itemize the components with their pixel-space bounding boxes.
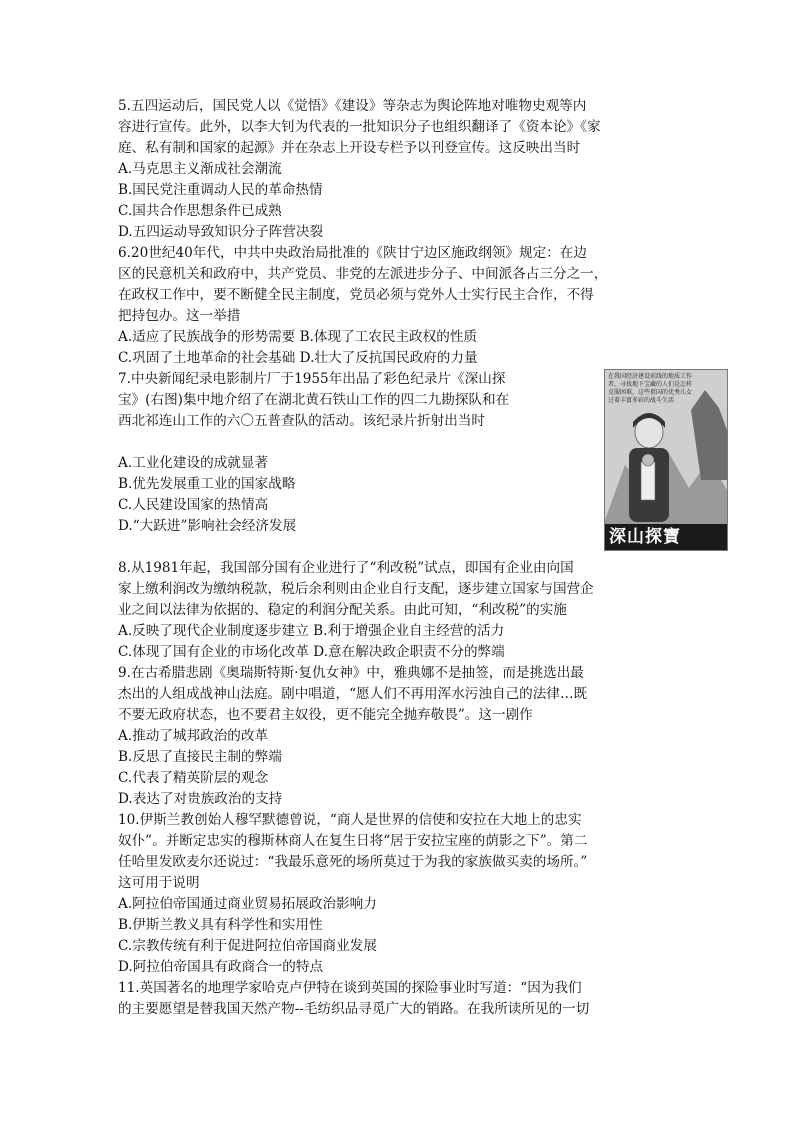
text-line: 西北祁连山工作的六〇五普查队的活动。该纪录片折射出当时 — [118, 413, 486, 429]
text-line: 家上缴利润改为缴纳税款，税后余利则由企业自行支配，逐步建立国家与国营企 — [118, 581, 594, 597]
question-5 — [118, 96, 678, 243]
option-line: D.五四运动导致知识分子阵营决裂 — [118, 224, 324, 240]
option-line: D.阿拉伯帝国具有政商合一的特点 — [118, 959, 324, 975]
option-line: C.国共合作思想条件已成熟 — [118, 203, 282, 219]
question-7 — [118, 369, 693, 558]
option-line: A.马克思主义渐成社会潮流 — [118, 161, 282, 177]
text-line: 9.在古希腊悲剧《奥瑞斯特斯·复仇女神》中，雅典娜不是抽签，而是挑选出最 — [118, 665, 584, 681]
text-line: 的主要愿望是替我国天然产物--毛纺织品寻觅广大的销路。在我所读所见的一切 — [118, 1001, 590, 1017]
text-line: 6.20世纪40年代，中共中央政治局批准的《陕甘宁边区施政纲领》规定：在边 — [118, 245, 587, 261]
text-line: 7.中央新闻纪录电影制片厂于1955年出品了彩色纪录片《深山探 — [118, 371, 506, 387]
text-line: 任哈里发欧麦尔还说过：“我最乐意死的场所莫过于为我的家族做买卖的场所。” — [118, 854, 588, 870]
exam-page — [118, 96, 693, 1020]
option-line: B.反思了直接民主制的弊端 — [118, 749, 282, 765]
text-line: 5.五四运动后，国民党人以《觉悟》《建设》等杂志为舆论阵地对唯物史观等内 — [118, 98, 587, 114]
text-line: 庭、私有制和国家的起源》并在杂志上开设专栏予以刊登宣传。这反映出当时 — [118, 140, 581, 156]
text-line: 10.伊斯兰教创始人穆罕默德曾说，“商人是世界的信使和安拉在大地上的忠实 — [118, 812, 582, 828]
text-line: 不要无政府状态，也不要君主奴役，更不能完全抛弃敬畏”。这一剧作 — [118, 707, 533, 723]
option-line: C.体现了国有企业的市场化改革 D.意在解决政企职责不分的弊端 — [118, 644, 505, 660]
text-line: 区的民意机关和政府中，共产党员、非党的左派进步分子、中间派各占三分之一， — [118, 266, 608, 282]
option-line: B.伊斯兰教义具有科学性和实用性 — [118, 917, 323, 933]
option-line: C.人民建设国家的热情高 — [118, 497, 269, 513]
option-line: B.优先发展重工业的国家战略 — [118, 476, 296, 492]
option-line: A.工业化建设的成就显著 — [118, 455, 269, 471]
text-line: 奴仆”。并断定忠实的穆斯林商人在复生日将“居于安拉宝座的荫影之下”。第二 — [118, 833, 588, 849]
text-line: 这可用于说明 — [118, 875, 200, 891]
option-line: D.“大跃进”影响社会经济发展 — [118, 518, 297, 534]
question-10 — [118, 810, 678, 978]
text-line: 宝》(右图)集中地介绍了在湖北黄石铁山工作的四二九勘探队和在 — [118, 392, 510, 408]
question-9 — [118, 663, 678, 810]
question-6 — [118, 243, 678, 369]
text-line: 杰出的人组成战神山法庭。剧中唱道，“愿人们不再用浑水污浊自己的法律…既 — [118, 686, 588, 702]
question-8 — [118, 558, 678, 663]
film-poster-image — [604, 369, 728, 551]
text-line: 在政权工作中，要不断健全民主制度，党员必须与党外人士实行民主合作，不得 — [118, 287, 594, 303]
option-line: C.宗教传统有利于促进阿拉伯帝国商业发展 — [118, 938, 377, 954]
text-line: 把持包办。这一举措 — [118, 308, 241, 324]
option-line: A.推动了城邦政治的改革 — [118, 728, 269, 744]
poster-caption: 在我国经济建设前线的地质工作者，寻找地下宝藏的人们是怎样克服困难，这些祖国的优秀儿女过着丰富多彩的战斗生活 — [608, 373, 693, 404]
option-line: A.适应了民族战争的形势需要 B.体现了工农民主政权的性质 — [118, 329, 478, 345]
text-line: 11.英国著名的地理学家哈克卢伊特在谈到英国的探险事业时写道：“因为我们 — [118, 980, 582, 996]
option-line: A.阿拉伯帝国通过商业贸易拓展政治影响力 — [118, 896, 377, 912]
question-11 — [118, 978, 678, 1020]
option-line: A.反映了现代企业制度逐步建立 B.利于增强企业自主经营的活力 — [118, 623, 505, 639]
poster-title: 深山探寶 — [605, 524, 727, 550]
text-line: 容进行宣传。此外，以李大钊为代表的一批知识分子也组织翻译了《资本论》《家 — [118, 119, 601, 135]
text-line: 业之间以法律为依据的、稳定的利润分配关系。由此可知，“利改税”的实施 — [118, 602, 567, 618]
option-line: C.代表了精英阶层的观念 — [118, 770, 269, 786]
text-line: 8.从1981年起，我国部分国有企业进行了“利改税”试点，即国有企业由向国 — [118, 560, 574, 576]
option-line: B.国民党注重调动人民的革命热情 — [118, 182, 323, 198]
option-line: D.表达了对贵族政治的支持 — [118, 791, 283, 807]
option-line: C.巩固了土地革命的社会基础 D.壮大了反抗国民政府的力量 — [118, 350, 478, 366]
